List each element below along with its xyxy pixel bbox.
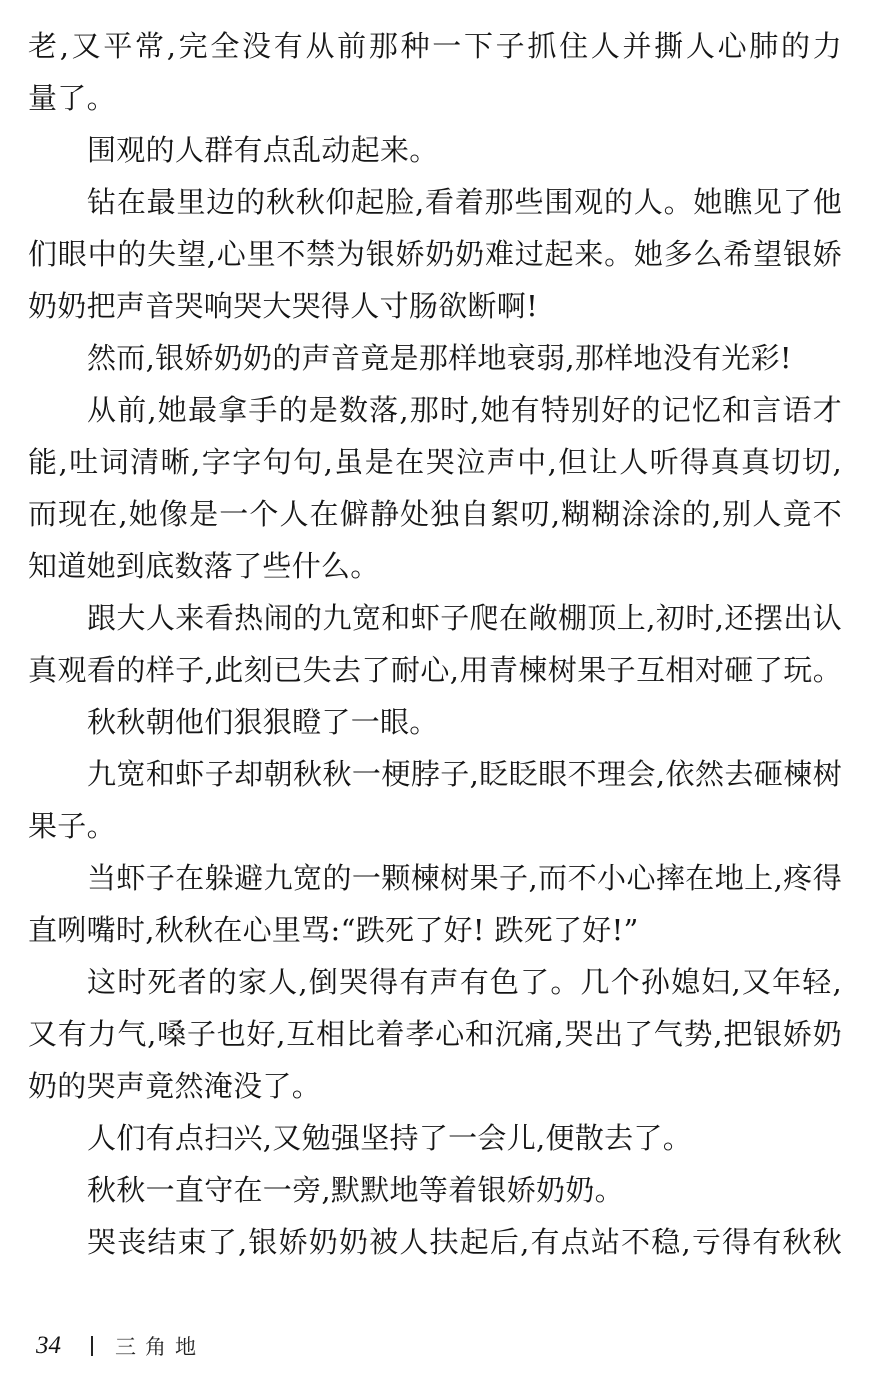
text-line: 又有力气,嗓子也好,互相比着孝心和沉痛,哭出了气势,把银娇奶 [28,1017,842,1051]
text-line: 直咧嘴时,秋秋在心里骂:“跌死了好! 跌死了好!” [28,913,639,947]
text-line: 而现在,她像是一个人在僻静处独自絮叨,糊糊涂涂的,别人竟不 [28,497,842,531]
text-line: 奶的哭声竟然淹没了。 [28,1069,322,1103]
text-line: 能,吐词清晰,字字句句,虽是在哭泣声中,但让人听得真真切切, [28,445,842,479]
text-line: 从前,她最拿手的是数落,那时,她有特别好的记忆和言语才 [87,393,842,427]
page-number: 34 [36,1332,61,1359]
text-line: 秋秋朝他们狠狠瞪了一眼。 [87,705,439,739]
text-line: 九宽和虾子却朝秋秋一梗脖子,眨眨眼不理会,依然去砸楝树 [87,757,842,791]
text-line: 哭丧结束了,银娇奶奶被人扶起后,有点站不稳,亏得有秋秋 [87,1225,842,1259]
text-line: 人们有点扫兴,又勉强坚持了一会儿,便散去了。 [87,1121,693,1155]
book-page-body [28,20,842,1268]
text-line: 量了。 [28,81,116,115]
text-line: 果子。 [28,809,116,843]
text-line: 真观看的样子,此刻已失去了耐心,用青楝树果子互相对砸了玩。 [28,653,842,687]
text-line: 知道她到底数落了些什么。 [28,549,380,583]
book-title: 三角地 [115,1335,205,1359]
page-footer [36,1331,205,1361]
text-line: 老,又平常,完全没有从前那种一下子抓住人并撕人心肺的力 [28,29,842,63]
text-line: 奶奶把声音哭响哭大哭得人寸肠欲断啊! [28,289,539,323]
text-line: 当虾子在躲避九宽的一颗楝树果子,而不小心摔在地上,疼得 [87,861,842,895]
text-line: 然而,银娇奶奶的声音竟是那样地衰弱,那样地没有光彩! [87,341,792,375]
text-line: 围观的人群有点乱动起来。 [87,133,439,167]
footer-separator [91,1336,93,1356]
text-line: 跟大人来看热闹的九宽和虾子爬在敞棚顶上,初时,还摆出认 [87,601,842,635]
text-line: 们眼中的失望,心里不禁为银娇奶奶难过起来。她多么希望银娇 [28,237,842,271]
text-line: 这时死者的家人,倒哭得有声有色了。几个孙媳妇,又年轻, [87,965,842,999]
text-line: 秋秋一直守在一旁,默默地等着银娇奶奶。 [87,1173,624,1207]
text-line: 钻在最里边的秋秋仰起脸,看着那些围观的人。她瞧见了他 [87,185,842,219]
